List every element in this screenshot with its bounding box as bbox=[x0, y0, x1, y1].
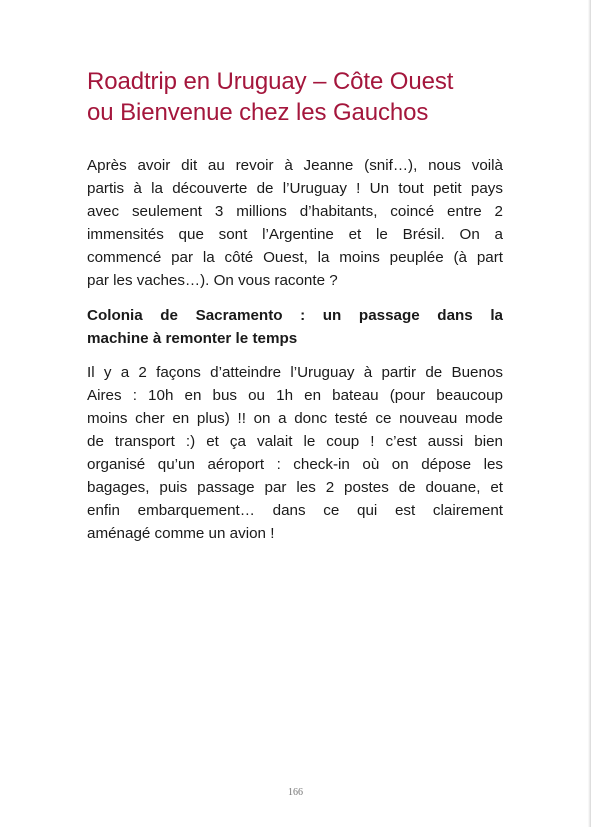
section-line-1: Il y a 2 façons d’atteindre l’Uruguay à partir de Buenos bbox=[87, 364, 503, 381]
section-line-8: aménagé comme un avion ! bbox=[87, 525, 275, 542]
intro-line-1: Après avoir dit au revoir à Jeanne (snif…), nous voilà bbox=[87, 157, 503, 174]
page-number: 166 bbox=[288, 787, 303, 798]
intro-paragraph bbox=[87, 154, 503, 292]
intro-line-2: partis à la découverte de l’Uruguay ! Un tout petit pays bbox=[87, 180, 503, 197]
section-line-6: bagages, puis passage par les 2 postes de douane, et bbox=[87, 479, 503, 496]
section-line-7: enfin embarquement… dans ce qui est clairement bbox=[87, 502, 503, 519]
intro-line-4: immensités que sont l’Argentine et le Brésil. On a bbox=[87, 226, 503, 243]
section-line-5: organisé qu’un aéroport : check-in où on dépose les bbox=[87, 456, 503, 473]
page-content bbox=[87, 66, 503, 545]
intro-line-3: avec seulement 3 millions d’habitants, coincé entre 2 bbox=[87, 203, 503, 220]
intro-line-6: par les vaches…). On vous raconte ? bbox=[87, 272, 338, 289]
intro-line-5: commencé par la côté Ouest, la moins peuplée (à part bbox=[87, 249, 503, 266]
section-heading-line-1: Colonia de Sacramento : un passage dans la bbox=[87, 307, 503, 324]
section-line-4: de transport :) et ça valait le coup ! c’est aussi bien bbox=[87, 433, 503, 450]
section-heading-line-2: machine à remonter le temps bbox=[87, 330, 298, 347]
section-line-3: moins cher en plus) !! on a donc testé ce nouveau mode bbox=[87, 410, 503, 427]
section-paragraph bbox=[87, 361, 503, 545]
page-title bbox=[87, 66, 503, 128]
section-heading bbox=[87, 304, 503, 350]
title-line-1: Roadtrip en Uruguay – Côte Ouest bbox=[87, 68, 454, 95]
title-line-2: ou Bienvenue chez les Gauchos bbox=[87, 99, 429, 126]
section-line-2: Aires : 10h en bus ou 1h en bateau (pour beaucoup bbox=[87, 387, 503, 404]
